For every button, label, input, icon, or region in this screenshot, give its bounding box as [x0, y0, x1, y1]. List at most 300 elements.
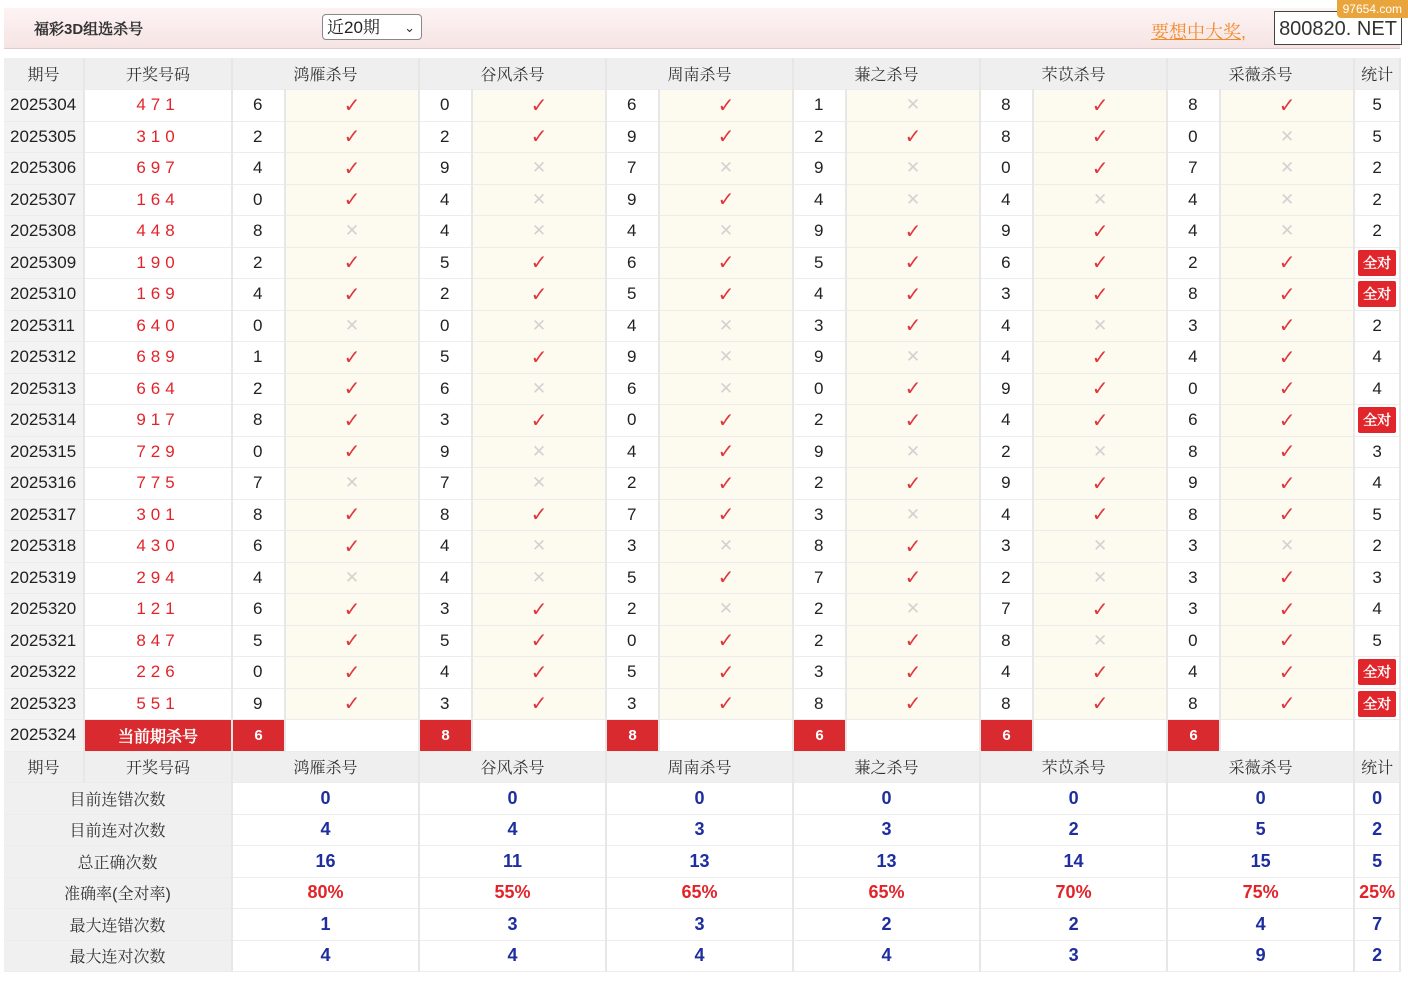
cross-icon: ✕: [472, 562, 606, 594]
check-icon: ✓: [1033, 594, 1167, 626]
kill-number-cell: 0: [980, 153, 1033, 185]
draw-number-cell: 697: [84, 153, 232, 185]
kill-number-cell: 5: [419, 342, 472, 374]
check-icon: ✓: [1033, 90, 1167, 122]
table-row: [4, 90, 1400, 122]
stats-value: 4: [793, 940, 980, 972]
draw-number-cell: 689: [84, 342, 232, 374]
kill-number-cell: 5: [606, 279, 659, 311]
count-value: 4: [1372, 473, 1382, 493]
current-kill-label: 当前期杀号: [84, 720, 232, 752]
kill-number-cell: 7: [606, 153, 659, 185]
cross-icon: ✕: [1033, 184, 1167, 216]
check-icon: ✓: [1033, 468, 1167, 500]
stats-label: 总正确次数: [4, 846, 232, 878]
check-icon: ✓: [846, 121, 980, 153]
cross-icon: ✕: [1033, 310, 1167, 342]
kill-number-cell: 4: [793, 279, 846, 311]
stats-value: 4: [419, 814, 606, 846]
check-icon: ✓: [1220, 436, 1354, 468]
check-icon: ✓: [659, 405, 793, 437]
kill-number-cell: 0: [232, 436, 285, 468]
check-icon: ✓: [846, 279, 980, 311]
check-icon: ✓: [846, 625, 980, 657]
cross-icon: ✕: [659, 310, 793, 342]
cross-icon: ✕: [285, 562, 419, 594]
stats-row: [4, 909, 1400, 941]
kill-number-cell: 2: [1167, 247, 1220, 279]
cross-icon: ✕: [1220, 216, 1354, 248]
table-row: [4, 279, 1400, 311]
period-cell: 2025306: [4, 153, 84, 185]
count-value: 5: [1372, 95, 1382, 115]
kill-number-cell: 3: [606, 688, 659, 720]
kill-number-cell: 8: [232, 216, 285, 248]
kill-number-cell: 2: [606, 594, 659, 626]
stats-value: 65%: [606, 877, 793, 909]
kill-number-cell: 8: [1167, 688, 1220, 720]
kill-number-cell: 4: [419, 562, 472, 594]
stats-value: 3: [793, 814, 980, 846]
kill-number-cell: 8: [1167, 279, 1220, 311]
all-correct-badge: 全对: [1358, 659, 1396, 685]
stats-value: 2: [1354, 814, 1400, 846]
stats-value: 5: [1354, 846, 1400, 878]
column-header: 鸿雁杀号: [232, 58, 419, 90]
count-value: 3: [1372, 441, 1382, 461]
kill-number-cell: 2: [232, 373, 285, 405]
cross-icon: ✕: [846, 342, 980, 374]
kill-number-cell: 2: [232, 247, 285, 279]
stats-label: 最大连对次数: [4, 940, 232, 972]
cross-icon: ✕: [1033, 625, 1167, 657]
stats-label: 目前连错次数: [4, 783, 232, 815]
empty-cell: [1354, 720, 1400, 752]
draw-number-cell: 294: [84, 562, 232, 594]
kill-number-cell: 9: [980, 373, 1033, 405]
stats-value: 0: [232, 783, 419, 815]
cross-icon: ✕: [659, 594, 793, 626]
check-icon: ✓: [1220, 405, 1354, 437]
table-row: [4, 121, 1400, 153]
cross-icon: ✕: [472, 310, 606, 342]
kill-number-table: [4, 58, 1401, 972]
cross-icon: ✕: [846, 594, 980, 626]
stats-value: 13: [606, 846, 793, 878]
stats-value: 0: [606, 783, 793, 815]
count-cell: [1354, 436, 1400, 468]
kill-number-cell: 6: [232, 531, 285, 563]
count-cell: [1354, 121, 1400, 153]
check-icon: ✓: [472, 90, 606, 122]
column-header: 周南杀号: [606, 751, 793, 783]
count-value: 5: [1372, 126, 1382, 146]
period-cell: 2025311: [4, 310, 84, 342]
check-icon: ✓: [659, 90, 793, 122]
period-cell: 2025324: [4, 720, 84, 752]
draw-number-cell: 190: [84, 247, 232, 279]
stats-value: 4: [606, 940, 793, 972]
kill-number-cell: 4: [606, 310, 659, 342]
table-row: [4, 373, 1400, 405]
check-icon: ✓: [285, 279, 419, 311]
check-icon: ✓: [846, 531, 980, 563]
kill-number-cell: 3: [980, 279, 1033, 311]
kill-number-cell: 9: [606, 184, 659, 216]
kill-number-cell: 3: [1167, 531, 1220, 563]
cross-icon: ✕: [285, 468, 419, 500]
cross-icon: ✕: [846, 499, 980, 531]
kill-number-cell: 5: [793, 247, 846, 279]
column-header: 周南杀号: [606, 58, 793, 90]
kill-number-cell: 9: [419, 153, 472, 185]
kill-number-cell: 8: [793, 688, 846, 720]
kill-number-cell: 4: [1167, 657, 1220, 689]
check-icon: ✓: [285, 499, 419, 531]
kill-number-cell: 3: [419, 405, 472, 437]
period-cell: 2025305: [4, 121, 84, 153]
all-correct-badge: 全对: [1358, 691, 1396, 717]
kill-number-cell: 3: [980, 531, 1033, 563]
kill-number-cell: 0: [1167, 625, 1220, 657]
count-value: 2: [1372, 221, 1382, 241]
current-period-row: [4, 720, 1400, 752]
check-icon: ✓: [285, 625, 419, 657]
kill-number-cell: 7: [419, 468, 472, 500]
stats-value: 3: [419, 909, 606, 941]
kill-number-cell: 2: [980, 562, 1033, 594]
current-kill-number: 6: [793, 720, 846, 752]
check-icon: ✓: [285, 373, 419, 405]
kill-number-cell: 4: [980, 342, 1033, 374]
column-header: 芣苡杀号: [980, 751, 1167, 783]
check-icon: ✓: [1220, 468, 1354, 500]
kill-number-cell: 4: [980, 405, 1033, 437]
period-cell: 2025304: [4, 90, 84, 122]
kill-number-cell: 8: [980, 688, 1033, 720]
count-cell: [1354, 90, 1400, 122]
kill-number-cell: 0: [793, 373, 846, 405]
kill-number-cell: 0: [419, 310, 472, 342]
check-icon: ✓: [659, 562, 793, 594]
check-icon: ✓: [285, 657, 419, 689]
stats-value: 9: [1167, 940, 1354, 972]
check-icon: ✓: [1220, 90, 1354, 122]
draw-number-cell: 917: [84, 405, 232, 437]
current-kill-number: 6: [980, 720, 1033, 752]
cross-icon: ✕: [659, 216, 793, 248]
table-row: [4, 499, 1400, 531]
count-cell: [1354, 184, 1400, 216]
kill-number-cell: 9: [793, 436, 846, 468]
draw-number-cell: 301: [84, 499, 232, 531]
header-bar: [4, 8, 1400, 49]
table-row: [4, 405, 1400, 437]
kill-number-cell: 9: [606, 121, 659, 153]
kill-number-cell: 2: [419, 121, 472, 153]
kill-number-cell: 6: [1167, 405, 1220, 437]
check-icon: ✓: [1033, 688, 1167, 720]
check-icon: ✓: [285, 688, 419, 720]
kill-number-cell: 4: [980, 499, 1033, 531]
check-icon: ✓: [1033, 247, 1167, 279]
check-icon: ✓: [1220, 594, 1354, 626]
table-row: [4, 562, 1400, 594]
check-icon: ✓: [846, 216, 980, 248]
check-icon: ✓: [1033, 216, 1167, 248]
period-cell: 2025320: [4, 594, 84, 626]
kill-number-cell: 8: [980, 121, 1033, 153]
table-row: [4, 216, 1400, 248]
column-header: 采薇杀号: [1167, 58, 1354, 90]
cross-icon: ✕: [285, 310, 419, 342]
kill-number-cell: 3: [419, 688, 472, 720]
kill-number-cell: 5: [232, 625, 285, 657]
count-cell: [1354, 247, 1400, 279]
check-icon: ✓: [1220, 625, 1354, 657]
kill-number-cell: 9: [980, 216, 1033, 248]
cross-icon: ✕: [846, 153, 980, 185]
check-icon: ✓: [846, 310, 980, 342]
kill-number-cell: 8: [419, 499, 472, 531]
table-row: [4, 625, 1400, 657]
check-icon: ✓: [472, 279, 606, 311]
table-row: [4, 688, 1400, 720]
count-cell: [1354, 373, 1400, 405]
empty-cell: [285, 720, 419, 752]
empty-cell: [846, 720, 980, 752]
check-icon: ✓: [659, 121, 793, 153]
check-icon: ✓: [1220, 342, 1354, 374]
kill-number-cell: 4: [419, 531, 472, 563]
period-cell: 2025309: [4, 247, 84, 279]
table-row: [4, 184, 1400, 216]
cross-icon: ✕: [1033, 562, 1167, 594]
site-banner[interactable]: 800820. NET: [1274, 11, 1402, 45]
empty-cell: [659, 720, 793, 752]
check-icon: ✓: [659, 657, 793, 689]
kill-number-cell: 8: [980, 90, 1033, 122]
draw-number-cell: 169: [84, 279, 232, 311]
chevron-down-icon: ⌄: [404, 20, 415, 35]
cross-icon: ✕: [659, 373, 793, 405]
stats-value: 0: [1167, 783, 1354, 815]
stats-value: 1: [232, 909, 419, 941]
stats-value: 2: [793, 909, 980, 941]
kill-number-cell: 4: [232, 279, 285, 311]
stats-label: 最大连错次数: [4, 909, 232, 941]
count-cell: [1354, 657, 1400, 689]
empty-cell: [472, 720, 606, 752]
table-row: [4, 468, 1400, 500]
page-title: 福彩3D组选杀号: [34, 21, 144, 38]
column-header: 统计: [1354, 751, 1400, 783]
check-icon: ✓: [1220, 657, 1354, 689]
period-cell: 2025314: [4, 405, 84, 437]
stats-value: 16: [232, 846, 419, 878]
table-row: [4, 153, 1400, 185]
table-row: [4, 657, 1400, 689]
stats-row: [4, 783, 1400, 815]
count-value: 5: [1372, 504, 1382, 524]
stats-value: 0: [1354, 783, 1400, 815]
draw-number-cell: 310: [84, 121, 232, 153]
kill-number-cell: 9: [419, 436, 472, 468]
count-cell: [1354, 279, 1400, 311]
check-icon: ✓: [1220, 310, 1354, 342]
kill-number-cell: 8: [1167, 499, 1220, 531]
column-header: 采薇杀号: [1167, 751, 1354, 783]
kill-number-cell: 2: [793, 121, 846, 153]
kill-number-cell: 2: [793, 468, 846, 500]
stats-value: 2: [1354, 940, 1400, 972]
kill-number-cell: 9: [980, 468, 1033, 500]
check-icon: ✓: [472, 342, 606, 374]
count-cell: [1354, 531, 1400, 563]
stats-value: 3: [980, 940, 1167, 972]
check-icon: ✓: [1033, 373, 1167, 405]
period-select[interactable]: [322, 14, 422, 40]
cross-icon: ✕: [1033, 436, 1167, 468]
count-value: 4: [1372, 599, 1382, 619]
check-icon: ✓: [472, 121, 606, 153]
check-icon: ✓: [1220, 247, 1354, 279]
count-cell: [1354, 153, 1400, 185]
kill-number-cell: 4: [980, 184, 1033, 216]
cross-icon: ✕: [472, 436, 606, 468]
stats-row: [4, 814, 1400, 846]
kill-number-cell: 2: [606, 468, 659, 500]
column-header: 蒹之杀号: [793, 58, 980, 90]
cross-icon: ✕: [846, 90, 980, 122]
kill-number-cell: 4: [980, 657, 1033, 689]
check-icon: ✓: [1033, 153, 1167, 185]
period-cell: 2025321: [4, 625, 84, 657]
check-icon: ✓: [472, 405, 606, 437]
check-icon: ✓: [1033, 121, 1167, 153]
stats-row: [4, 940, 1400, 972]
kill-number-cell: 6: [232, 594, 285, 626]
table-row: [4, 594, 1400, 626]
check-icon: ✓: [659, 625, 793, 657]
kill-number-cell: 4: [606, 436, 659, 468]
column-header: 开奖号码: [84, 58, 232, 90]
kill-number-cell: 4: [1167, 216, 1220, 248]
cross-icon: ✕: [472, 184, 606, 216]
check-icon: ✓: [285, 594, 419, 626]
kill-number-cell: 0: [606, 405, 659, 437]
check-icon: ✓: [846, 405, 980, 437]
stats-value: 0: [793, 783, 980, 815]
table-header-row: [4, 58, 1400, 90]
stats-value: 3: [606, 909, 793, 941]
count-cell: [1354, 594, 1400, 626]
empty-cell: [1220, 720, 1354, 752]
count-cell: [1354, 405, 1400, 437]
check-icon: ✓: [472, 499, 606, 531]
kill-number-cell: 3: [793, 657, 846, 689]
draw-number-cell: 847: [84, 625, 232, 657]
stats-label: 目前连对次数: [4, 814, 232, 846]
kill-number-cell: 8: [793, 531, 846, 563]
stats-value: 55%: [419, 877, 606, 909]
count-value: 3: [1372, 567, 1382, 587]
check-icon: ✓: [1220, 562, 1354, 594]
check-icon: ✓: [285, 531, 419, 563]
column-header: 谷风杀号: [419, 751, 606, 783]
check-icon: ✓: [659, 499, 793, 531]
period-cell: 2025319: [4, 562, 84, 594]
check-icon: ✓: [1033, 279, 1167, 311]
count-value: 5: [1372, 630, 1382, 650]
kill-number-cell: 2: [419, 279, 472, 311]
kill-number-cell: 8: [232, 405, 285, 437]
period-cell: 2025313: [4, 373, 84, 405]
kill-number-cell: 3: [1167, 562, 1220, 594]
kill-number-cell: 6: [606, 247, 659, 279]
count-cell: [1354, 468, 1400, 500]
column-header: 期号: [4, 751, 84, 783]
check-icon: ✓: [285, 405, 419, 437]
kill-number-cell: 8: [232, 499, 285, 531]
count-cell: [1354, 342, 1400, 374]
check-icon: ✓: [659, 468, 793, 500]
kill-number-cell: 0: [1167, 121, 1220, 153]
kill-number-cell: 4: [1167, 184, 1220, 216]
stats-value: 65%: [793, 877, 980, 909]
stats-value: 0: [980, 783, 1167, 815]
check-icon: ✓: [846, 373, 980, 405]
draw-number-cell: 551: [84, 688, 232, 720]
period-cell: 2025322: [4, 657, 84, 689]
cross-icon: ✕: [472, 531, 606, 563]
kill-number-cell: 4: [419, 216, 472, 248]
table-header-row: [4, 751, 1400, 783]
check-icon: ✓: [659, 247, 793, 279]
kill-number-cell: 9: [793, 216, 846, 248]
column-header: 蒹之杀号: [793, 751, 980, 783]
cross-icon: ✕: [472, 468, 606, 500]
stats-value: 2: [980, 814, 1167, 846]
check-icon: ✓: [1033, 405, 1167, 437]
stats-value: 75%: [1167, 877, 1354, 909]
table-row: [4, 247, 1400, 279]
period-cell: 2025312: [4, 342, 84, 374]
kill-number-cell: 0: [419, 90, 472, 122]
column-header: 开奖号码: [84, 751, 232, 783]
check-icon: ✓: [285, 342, 419, 374]
stats-value: 7: [1354, 909, 1400, 941]
count-cell: [1354, 562, 1400, 594]
draw-number-cell: 121: [84, 594, 232, 626]
kill-number-cell: 4: [419, 657, 472, 689]
promo-link[interactable]: 要想中大奖,: [1151, 22, 1247, 42]
check-icon: ✓: [846, 657, 980, 689]
stats-value: 13: [793, 846, 980, 878]
table-row: [4, 436, 1400, 468]
check-icon: ✓: [1033, 342, 1167, 374]
kill-number-cell: 2: [793, 625, 846, 657]
kill-number-cell: 0: [1167, 373, 1220, 405]
cross-icon: ✕: [659, 531, 793, 563]
column-header: 芣苡杀号: [980, 58, 1167, 90]
stats-value: 80%: [232, 877, 419, 909]
stats-value: 14: [980, 846, 1167, 878]
kill-number-cell: 5: [606, 562, 659, 594]
check-icon: ✓: [285, 436, 419, 468]
draw-number-cell: 448: [84, 216, 232, 248]
draw-number-cell: 664: [84, 373, 232, 405]
